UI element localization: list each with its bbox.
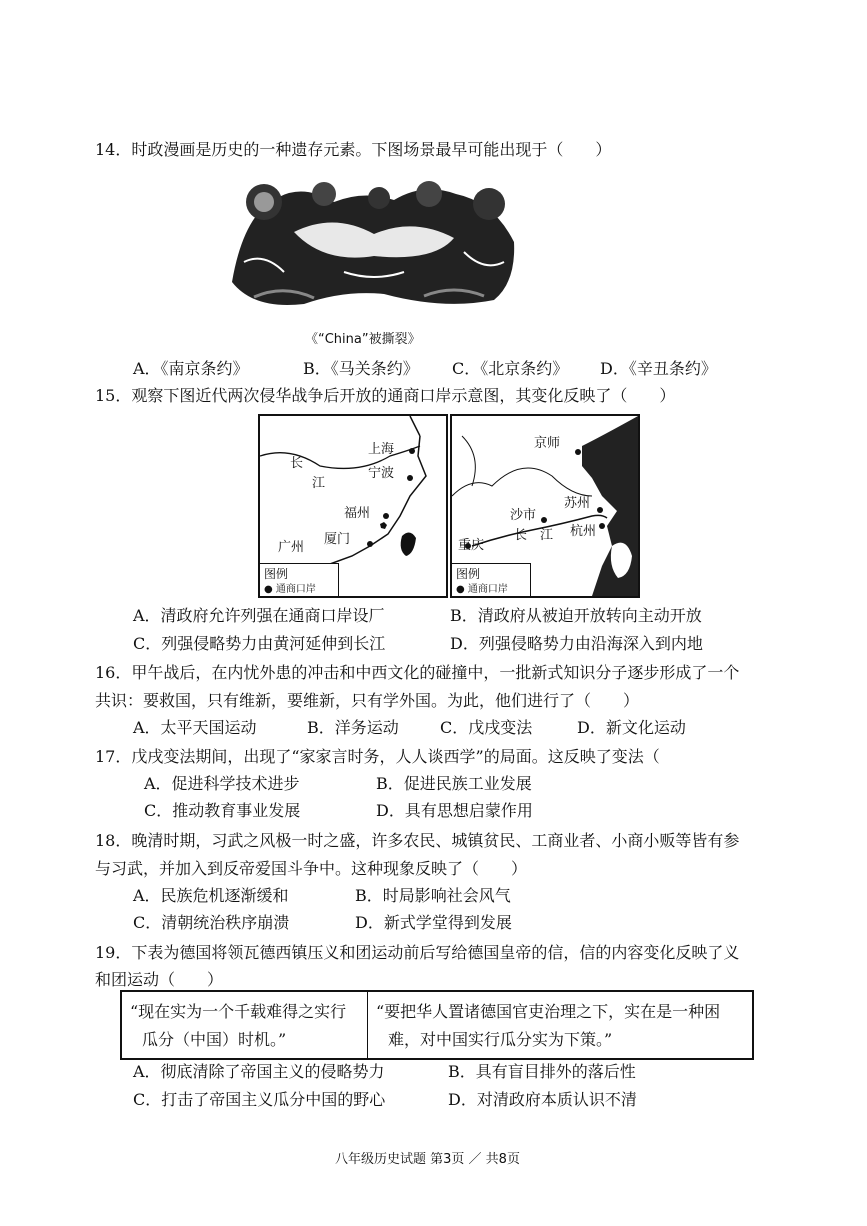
table-before-line2: 瓜分（中国）时机。” [142, 1030, 287, 1049]
q16-option-d[interactable]: D．新文化运动 [577, 718, 686, 737]
map2-label-suzhou: 苏州 [564, 496, 591, 511]
q17-option-a[interactable]: A．促进科学技术进步 [144, 774, 300, 793]
q16-option-c[interactable]: C．戊戌变法 [440, 718, 533, 737]
q19-option-d[interactable]: D．对清政府本质认识不清 [448, 1090, 637, 1109]
cartoon-china-torn [224, 172, 522, 312]
q14-option-c[interactable]: C．《北京条约》 [452, 359, 569, 378]
q18-option-c[interactable]: C．清朝统治秩序崩溃 [133, 913, 290, 932]
map1-label-shanghai: 上海 [368, 442, 395, 457]
map1-label-jiang: 江 [312, 476, 326, 491]
q15-option-b[interactable]: B．清政府从被迫开放转向主动开放 [450, 606, 702, 625]
question-18-stem-line1: 18．晚清时期，习武之风极一时之盛，许多农民、城镇贫民、工商业者、小商小贩等皆有参 [95, 831, 740, 850]
question-18-stem-line2: 与习武，并加入到反帝爱国斗争中。这种现象反映了（ ） [95, 859, 528, 878]
question-14-stem: 14．时政漫画是历史的一种遗存元素。下图场景最早可能出现于（ ） [95, 140, 612, 159]
q18-option-d[interactable]: D．新式学堂得到发展 [355, 913, 512, 932]
map2-label-chang: 长 [514, 528, 528, 543]
table-before-line1: “现在实为一个千载难得之实行 [130, 1002, 347, 1021]
table-cell-after [368, 992, 748, 1058]
question-15-stem: 15．观察下图近代两次侵华战争后开放的通商口岸示意图，其变化反映了（ ） [95, 386, 676, 405]
q15-option-a[interactable]: A．清政府允许列强在通商口岸设厂 [133, 606, 385, 625]
map2-legend-key: ● 通商口岸 [456, 584, 508, 595]
table-after-line1: “要把华人置诸德国官吏治理之下，实在是一种困 [376, 1002, 721, 1021]
map1-legend-key: ● 通商口岸 [264, 584, 316, 595]
q14-option-a[interactable]: A．《南京条约》 [133, 359, 249, 378]
q15-option-c[interactable]: C．列强侵略势力由黄河延伸到长江 [133, 634, 386, 653]
question-19-stem-line2: 和团运动（ ） [95, 970, 224, 989]
map1-label-guangzhou: 广州 [278, 540, 305, 555]
map2-label-jingshi: 京师 [534, 436, 561, 451]
map2-legend [452, 563, 531, 596]
map1-legend [260, 563, 339, 596]
map1-label-xiamen: 厦门 [324, 532, 351, 547]
q17-option-d[interactable]: D．具有思想启蒙作用 [376, 801, 533, 820]
question-17-stem: 17．戊戌变法期间，出现了“家家言时务，人人谈西学”的局面。这反映了变法（ [95, 747, 660, 766]
q17-option-b[interactable]: B．促进民族工业发展 [376, 774, 532, 793]
q18-option-a[interactable]: A．民族危机逐渐缓和 [133, 886, 289, 905]
q19-option-a[interactable]: A．彻底清除了帝国主义的侵略势力 [133, 1062, 385, 1081]
q14-option-b[interactable]: B．《马关条约》 [303, 359, 419, 378]
map1-legend-title: 图例 [264, 567, 289, 581]
q19-option-c[interactable]: C．打击了帝国主义瓜分中国的野心 [133, 1090, 386, 1109]
map-first-opium-war-ports [258, 414, 448, 598]
q14-option-d[interactable]: D．《辛丑条约》 [600, 359, 717, 378]
page-footer: 八年级历史试题 第3页 ／ 共8页 [335, 1152, 520, 1167]
map-second-opium-war-ports [450, 414, 640, 598]
waldersee-letters-table [120, 990, 754, 1060]
q16-option-b[interactable]: B．洋务运动 [307, 718, 399, 737]
q19-option-b[interactable]: B．具有盲目排外的落后性 [448, 1062, 636, 1081]
q17-option-c[interactable]: C．推动教育事业发展 [144, 801, 301, 820]
map1-label-chang: 长 [290, 456, 304, 471]
cartoon-caption: 《“China”被撕裂》 [305, 332, 421, 347]
table-cell-before [122, 992, 368, 1058]
map1-label-fuzhou: 福州 [344, 506, 371, 521]
question-16-stem-line1: 16．甲午战后，在内忧外患的冲击和中西文化的碰撞中，一批新式知识分子逐步形成了一个 [95, 663, 740, 682]
map1-label-ningbo: 宁波 [368, 466, 395, 481]
map2-label-chongqing: 重庆 [458, 538, 485, 553]
map2-label-shashi: 沙市 [510, 508, 537, 523]
q15-option-d[interactable]: D．列强侵略势力由沿海深入到内地 [450, 634, 703, 653]
q16-option-a[interactable]: A．太平天国运动 [133, 718, 257, 737]
map2-legend-title: 图例 [456, 567, 481, 581]
map2-label-jiang: 江 [540, 528, 554, 543]
table-after-line2: 难，对中国实行瓜分实为下策。” [388, 1030, 613, 1049]
q18-option-b[interactable]: B．时局影响社会风气 [355, 886, 511, 905]
map2-label-hangzhou: 杭州 [570, 524, 597, 539]
question-19-stem-line1: 19．下表为德国将领瓦德西镇压义和团运动前后写给德国皇帝的信，信的内容变化反映了义 [95, 943, 740, 962]
question-16-stem-line2: 共识：要救国，只有维新，要维新，只有学外国。为此，他们进行了（ ） [95, 691, 640, 710]
